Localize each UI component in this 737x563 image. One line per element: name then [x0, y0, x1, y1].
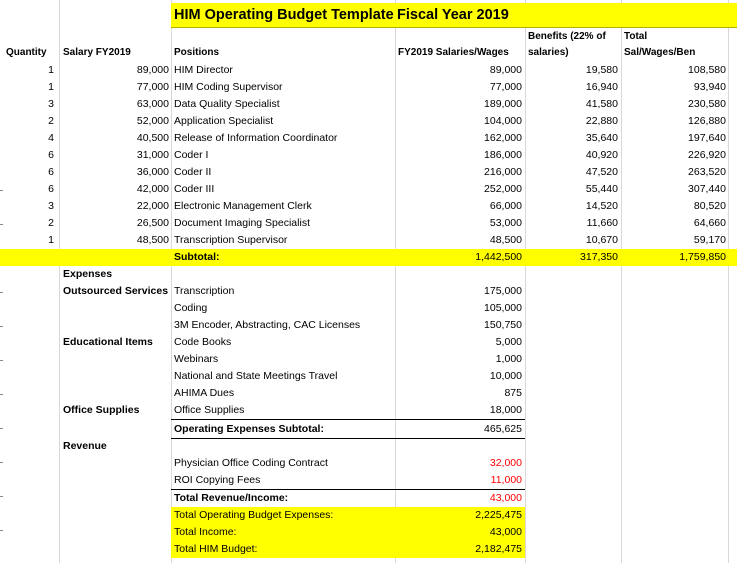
- expense-value[interactable]: 150,750: [484, 319, 522, 331]
- cell-position[interactable]: Coder II: [174, 166, 212, 178]
- revenue-label[interactable]: ROI Copying Fees: [174, 474, 261, 486]
- cell-fy[interactable]: 252,000: [484, 183, 522, 195]
- expenses-heading[interactable]: Expenses: [63, 268, 113, 280]
- staff-row: [0, 79, 737, 96]
- cell-qty[interactable]: 2: [48, 115, 54, 127]
- cell-total[interactable]: 307,440: [688, 183, 726, 195]
- cell-fy[interactable]: 186,000: [484, 149, 522, 161]
- cell-total[interactable]: 126,880: [688, 115, 726, 127]
- summary-value[interactable]: 43,000: [489, 526, 522, 538]
- cell-position[interactable]: Release of Information Coordinator: [174, 132, 338, 144]
- header-benefits-1[interactable]: Benefits (22% of: [528, 31, 606, 42]
- cell-salary[interactable]: 40,500: [136, 132, 169, 144]
- expense-label[interactable]: Code Books: [174, 336, 232, 348]
- header-quantity[interactable]: Quantity: [6, 47, 47, 58]
- cell-salary[interactable]: 52,000: [136, 115, 169, 127]
- cell-qty[interactable]: 3: [48, 200, 54, 212]
- cell-salary[interactable]: 89,000: [136, 64, 169, 76]
- cell-total[interactable]: 197,640: [688, 132, 726, 144]
- cell-qty[interactable]: 3: [48, 98, 54, 110]
- header-benefits-2[interactable]: salaries): [528, 47, 569, 58]
- cell-benefits[interactable]: 47,520: [585, 166, 618, 178]
- revenue-total-row: [0, 490, 737, 507]
- cell-benefits[interactable]: 10,670: [585, 234, 618, 246]
- expense-row: [0, 283, 737, 300]
- group-outsourced[interactable]: Outsourced Services: [63, 285, 169, 297]
- expenses-subtotal-row: [0, 421, 737, 438]
- cell-salary[interactable]: 48,500: [136, 234, 169, 246]
- expense-label[interactable]: 3M Encoder, Abstracting, CAC Licenses: [174, 319, 361, 331]
- staff-row: [0, 96, 737, 113]
- cell-benefits[interactable]: 22,880: [585, 115, 618, 127]
- cell-fy[interactable]: 77,000: [489, 81, 522, 93]
- expense-label[interactable]: AHIMA Dues: [174, 387, 235, 399]
- expense-value[interactable]: 5,000: [495, 336, 522, 348]
- cell-position[interactable]: Transcription Supervisor: [174, 234, 288, 246]
- cell-fy[interactable]: 89,000: [489, 64, 522, 76]
- staff-row: [0, 164, 737, 181]
- subtotal-fy[interactable]: 1,442,500: [475, 251, 522, 263]
- expense-row: [0, 368, 737, 385]
- revenue-heading[interactable]: Revenue: [63, 440, 107, 452]
- cell-qty[interactable]: 1: [48, 234, 54, 246]
- staff-row: [0, 147, 737, 164]
- header-fy-salaries[interactable]: FY2019 Salaries/Wages: [398, 47, 509, 58]
- revenue-total-value[interactable]: 43,000: [489, 492, 522, 504]
- subtotal-row: [0, 249, 737, 266]
- subtotal-total[interactable]: 1,759,850: [679, 251, 726, 263]
- cell-salary[interactable]: 77,000: [136, 81, 169, 93]
- cell-total[interactable]: 263,520: [688, 166, 726, 178]
- cell-total[interactable]: 64,660: [693, 217, 726, 229]
- expense-row: [0, 300, 737, 317]
- expense-value[interactable]: 875: [504, 387, 522, 399]
- expense-row: [0, 317, 737, 334]
- expense-value[interactable]: 1,000: [495, 353, 522, 365]
- revenue-row: [0, 472, 737, 489]
- cell-position[interactable]: HIM Director: [174, 64, 233, 76]
- expense-row: [0, 334, 737, 351]
- cell-salary[interactable]: 31,000: [136, 149, 169, 161]
- expense-value[interactable]: 10,000: [489, 370, 522, 382]
- expense-label[interactable]: Transcription: [174, 285, 235, 297]
- summary-value[interactable]: 2,225,475: [475, 509, 522, 521]
- expense-value[interactable]: 18,000: [489, 404, 522, 416]
- cell-benefits[interactable]: 41,580: [585, 98, 618, 110]
- cell-position[interactable]: HIM Coding Supervisor: [174, 81, 283, 93]
- expenses-subtotal-label[interactable]: Operating Expenses Subtotal:: [174, 423, 324, 435]
- cell-position[interactable]: Coder III: [174, 183, 215, 195]
- staff-row: [0, 181, 737, 198]
- cell-fy[interactable]: 189,000: [484, 98, 522, 110]
- cell-qty[interactable]: 6: [48, 149, 54, 161]
- summary-label[interactable]: Total HIM Budget:: [174, 543, 258, 555]
- revenue-label[interactable]: Physician Office Coding Contract: [174, 457, 328, 469]
- cell-qty[interactable]: 6: [48, 183, 54, 195]
- cell-position[interactable]: Coder I: [174, 149, 209, 161]
- expense-row: [0, 385, 737, 402]
- cell-fy[interactable]: 48,500: [489, 234, 522, 246]
- expenses-subtotal-value[interactable]: 465,625: [484, 423, 522, 435]
- cell-total[interactable]: 108,580: [688, 64, 726, 76]
- revenue-value[interactable]: 11,000: [490, 474, 522, 486]
- staff-row: [0, 130, 737, 147]
- cell-total[interactable]: 59,170: [693, 234, 726, 246]
- cell-position[interactable]: Electronic Management Clerk: [174, 200, 312, 212]
- cell-salary[interactable]: 26,500: [136, 217, 169, 229]
- expense-row: [0, 402, 737, 419]
- cell-benefits[interactable]: 16,940: [585, 81, 618, 93]
- expense-label[interactable]: Coding: [174, 302, 208, 314]
- cell-benefits[interactable]: 40,920: [585, 149, 618, 161]
- cell-total[interactable]: 80,520: [693, 200, 726, 212]
- header-positions[interactable]: Positions: [174, 47, 220, 58]
- cell-benefits[interactable]: 55,440: [585, 183, 618, 195]
- cell-qty[interactable]: 1: [48, 64, 54, 76]
- group-educational[interactable]: Educational Items: [63, 336, 153, 348]
- summary-value[interactable]: 2,182,475: [475, 543, 522, 555]
- cell-qty[interactable]: 1: [48, 81, 54, 93]
- cell-qty[interactable]: 2: [48, 217, 54, 229]
- revenue-value[interactable]: 32,000: [489, 457, 522, 469]
- expense-label[interactable]: National and State Meetings Travel: [174, 370, 338, 382]
- staff-row: [0, 215, 737, 232]
- subtotal-label[interactable]: Subtotal:: [174, 251, 220, 263]
- subtotal-benefits[interactable]: 317,350: [580, 251, 618, 263]
- revenue-total-label[interactable]: Total Revenue/Income:: [174, 492, 289, 504]
- cell-position[interactable]: Document Imaging Specialist: [174, 217, 310, 229]
- cell-fy[interactable]: 216,000: [484, 166, 522, 178]
- cell-fy[interactable]: 162,000: [484, 132, 522, 144]
- summary-row: [0, 541, 737, 558]
- staff-row: [0, 62, 737, 79]
- revenue-row: [0, 455, 737, 472]
- summary-label[interactable]: Total Income:: [174, 526, 237, 538]
- cell-fy[interactable]: 66,000: [489, 200, 522, 212]
- staff-row: [0, 113, 737, 130]
- cell-total[interactable]: 226,920: [688, 149, 726, 161]
- cell-benefits[interactable]: 11,660: [586, 217, 618, 229]
- cell-salary[interactable]: 36,000: [136, 166, 169, 178]
- expense-value[interactable]: 175,000: [484, 285, 522, 297]
- cell-salary[interactable]: 63,000: [136, 98, 169, 110]
- expense-row: [0, 351, 737, 368]
- header-total-2[interactable]: Sal/Wages/Ben: [624, 47, 696, 58]
- cell-benefits[interactable]: 14,520: [585, 200, 618, 212]
- cell-salary[interactable]: 42,000: [136, 183, 169, 195]
- cell-position[interactable]: Application Specialist: [174, 115, 274, 127]
- cell-fy[interactable]: 53,000: [489, 217, 522, 229]
- expense-value[interactable]: 105,000: [484, 302, 522, 314]
- cell-salary[interactable]: 22,000: [136, 200, 169, 212]
- cell-total[interactable]: 93,940: [693, 81, 726, 93]
- group-office[interactable]: Office Supplies: [63, 404, 140, 416]
- expense-label[interactable]: Office Supplies: [174, 404, 245, 416]
- cell-benefits[interactable]: 19,580: [585, 64, 618, 76]
- summary-row: [0, 507, 737, 524]
- fiscal-year-title: Fiscal Year 2019: [397, 7, 509, 23]
- cell-qty[interactable]: 4: [48, 132, 54, 144]
- expense-label[interactable]: Webinars: [174, 353, 219, 365]
- summary-label[interactable]: Total Operating Budget Expenses:: [174, 509, 334, 521]
- cell-benefits[interactable]: 35,640: [585, 132, 618, 144]
- sheet-title: HIM Operating Budget Template: [174, 7, 394, 23]
- staff-row: [0, 232, 737, 249]
- header-total-1[interactable]: Total: [624, 31, 648, 42]
- cell-total[interactable]: 230,580: [688, 98, 726, 110]
- cell-fy[interactable]: 104,000: [484, 115, 522, 127]
- summary-row: [0, 524, 737, 541]
- cell-qty[interactable]: 6: [48, 166, 54, 178]
- header-salary[interactable]: Salary FY2019: [63, 47, 131, 58]
- staff-row: [0, 198, 737, 215]
- cell-position[interactable]: Data Quality Specialist: [174, 98, 280, 110]
